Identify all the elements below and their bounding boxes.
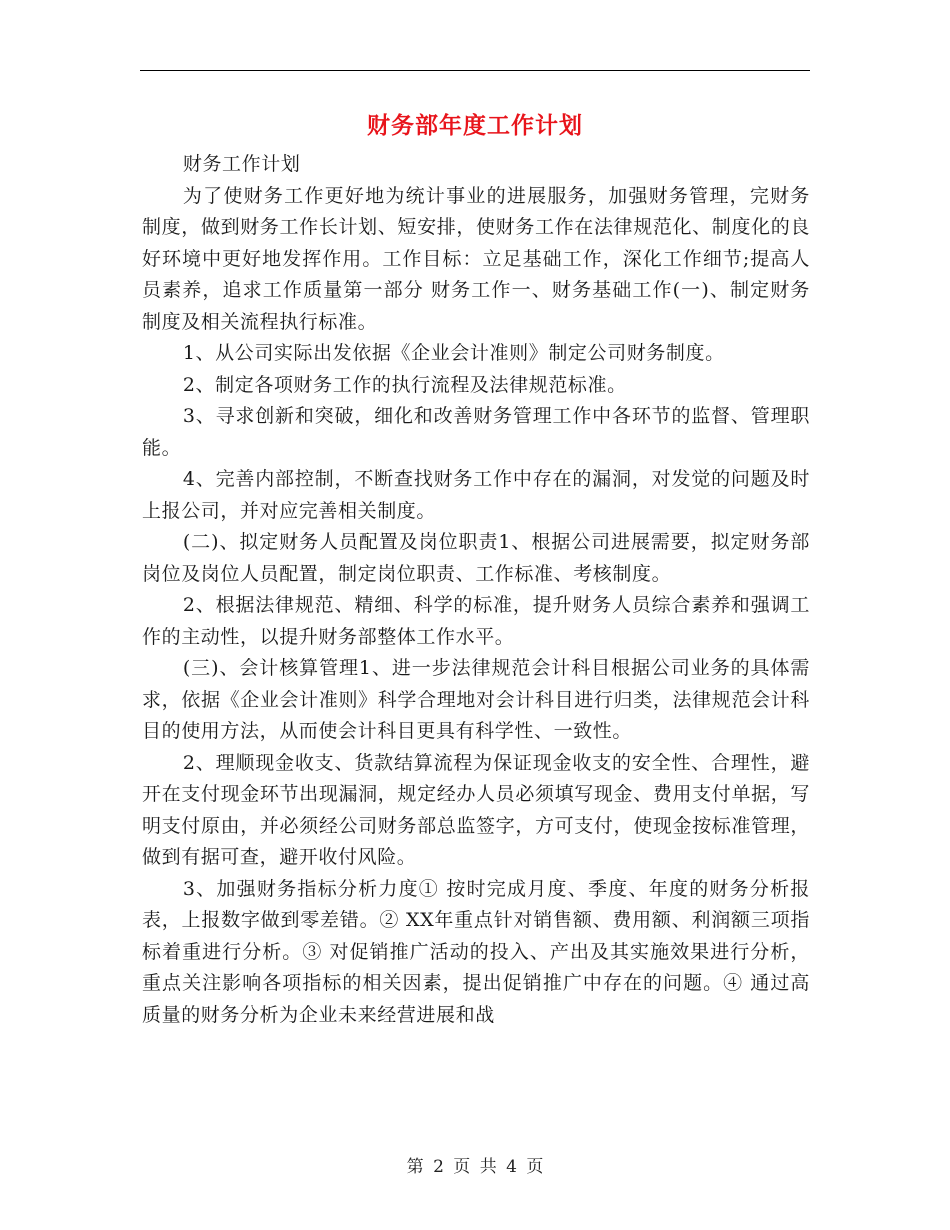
paragraph: 1、从公司实际出发依据《企业会计准则》制定公司财务制度。 <box>182 342 725 364</box>
paragraph: (三)、会计核算管理1、进一步法律规范会计科目根据公司业务的具体需求，依据《企业会计准则》科学合理地对会计科目进行归类，法律规范会计科目的使用方法，从而使会计科目更具有科学性、一致性。 <box>142 657 810 742</box>
page-number-footer: 第 2 页 共 4 页 <box>406 1157 544 1177</box>
paragraph: 为了使财务工作更好地为统计事业的进展服务，加强财务管理，完财务制度，做到财务工作长计划、短安排，使财务工作在法律规范化、制度化的良好环境中更好地发挥作用。工作目标：立足基础工作，深化工作细节;提高人员素养，追求工作质量第一部分 财务工作一、财务基础工作(一)、制定财务制度及相关流程执行标准。 <box>142 184 810 333</box>
paragraph: 2、制定各项财务工作的执行流程及法律规范标准。 <box>182 373 627 396</box>
paragraph: 2、理顺现金收支、货款结算流程为保证现金收支的安全性、合理性，避开在支付现金环节出现漏洞，规定经办人员必须填写现金、费用支付单据，写明支付原由，并必须经公司财务部总监签字，方可支付，使现金按标准管理，做到有据可查，避开收付风险。 <box>142 751 810 868</box>
paragraph-heading: 财务工作计划 <box>182 153 301 175</box>
document-body <box>142 149 810 1031</box>
paragraph: 3、寻求创新和突破，细化和改善财务管理工作中各环节的监督、管理职能。 <box>142 405 810 459</box>
paragraph: (二)、拟定财务人员配置及岗位职责1、根据公司进展需要，拟定财务部岗位及岗位人员配置，制定岗位职责、工作标准、考核制度。 <box>142 531 810 585</box>
header-rule <box>140 70 810 71</box>
document-title: 财务部年度工作计划 <box>367 112 583 139</box>
paragraph: 3、加强财务指标分析力度① 按时完成月度、季度、年度的财务分析报表，上报数字做到零差错。② XX年重点针对销售额、费用额、利润额三项指标着重进行分析。③ 对促销推广活动的投入、产出及其实施效果进行分析，重点关注影响各项指标的相关因素，提出促销推广中存在的问题。④ 通过高质量的财务分析为企业未来经营进展和战 <box>142 877 810 1026</box>
paragraph: 4、完善内部控制，不断查找财务工作中存在的漏洞，对发觉的问题及时上报公司，并对应完善相关制度。 <box>142 468 810 522</box>
paragraph: 2、根据法律规范、精细、科学的标准，提升财务人员综合素养和强调工作的主动性，以提升财务部整体工作水平。 <box>142 594 810 648</box>
